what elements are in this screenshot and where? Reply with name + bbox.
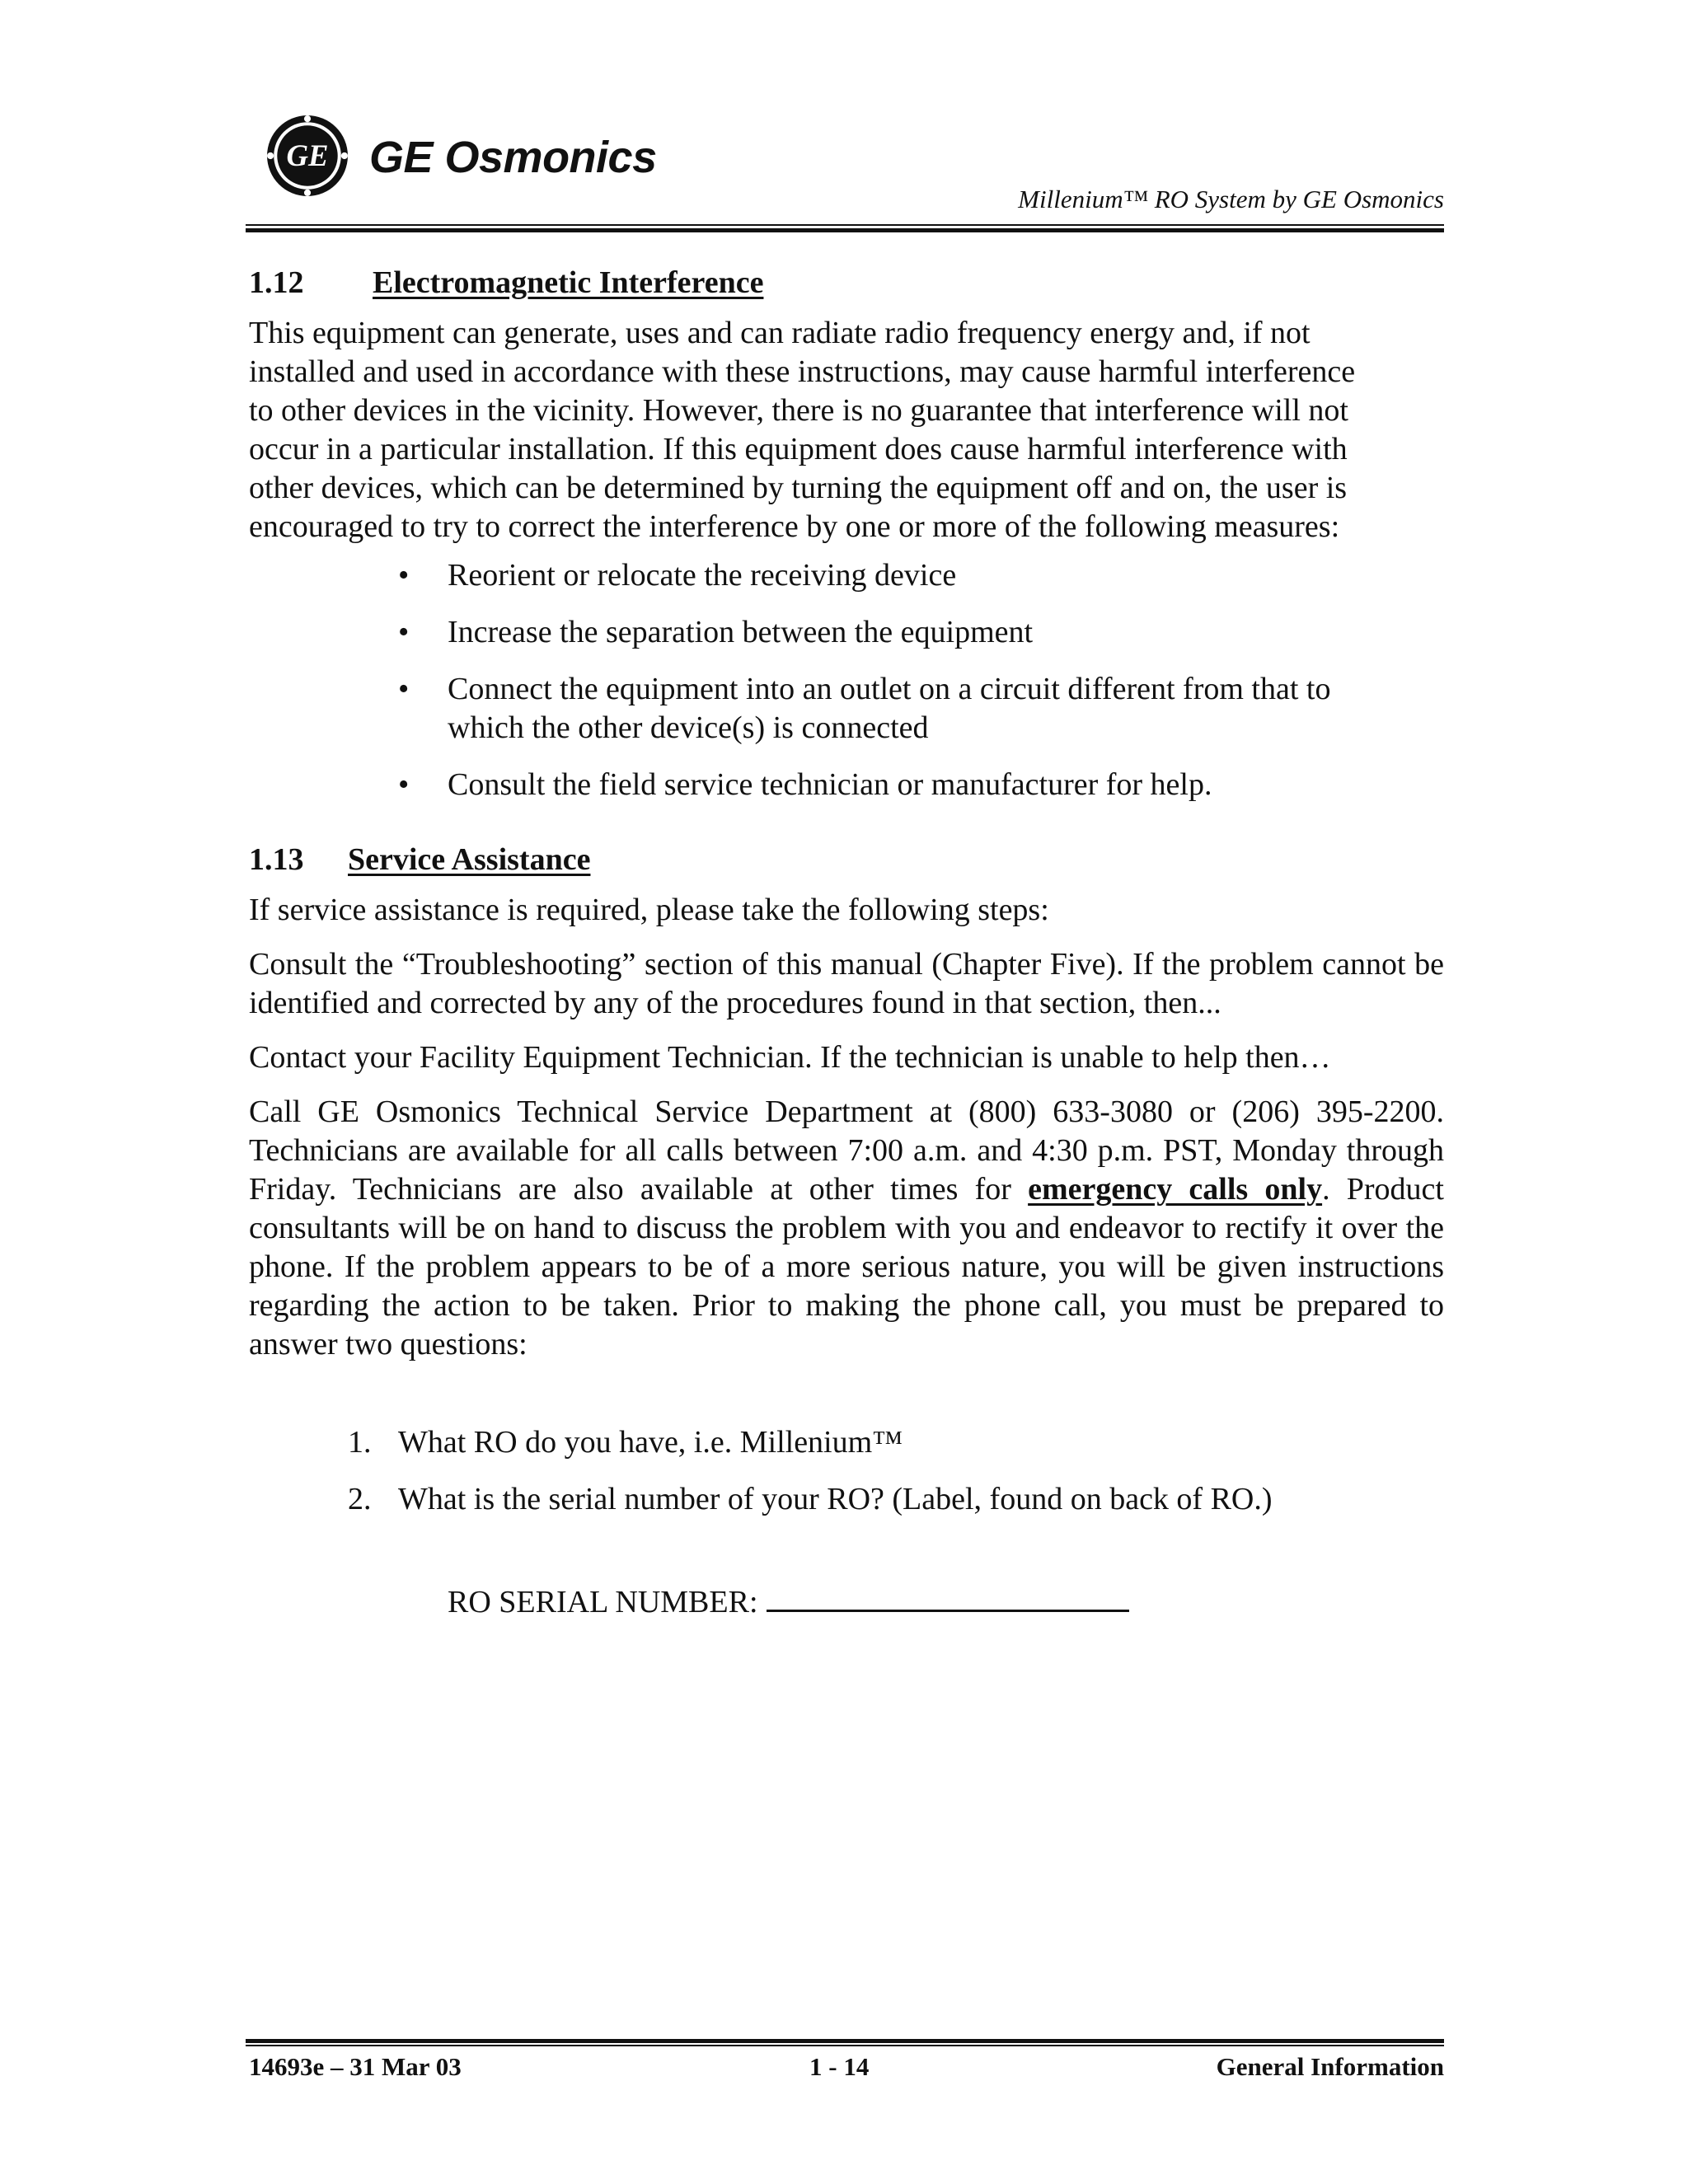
- bullet-icon: •: [398, 672, 410, 706]
- call-text-before: Call GE Osmonics Technical Service Department at (800) 633-3080 or (206) 395-2200. Technicians are available for all calls between 7:00 a.m. and 4:30 p.m. PST, Monday through Friday. Technicians are also available at other times for: [249, 1094, 1444, 1207]
- service-intro: If service assistance is required, please take the following steps:: [249, 893, 1049, 927]
- bullet-icon: •: [398, 615, 410, 649]
- logo-monogram-text: GE: [286, 138, 329, 173]
- header-rule-thin: [246, 224, 1444, 226]
- section-number: 1.13: [249, 842, 304, 877]
- footer-rule-thick: [246, 2039, 1444, 2043]
- ge-monogram-logo: [265, 114, 349, 198]
- bullet-icon: •: [398, 767, 410, 802]
- service-step-consult: Consult the “Troubleshooting” section of this manual (Chapter Five). If the problem cannot be identified and corrected by any of the procedures found in that section, then...: [249, 947, 1444, 1020]
- running-header-title: Millenium™ RO System by GE Osmonics: [1018, 185, 1444, 213]
- serial-number-blank: [767, 1578, 1129, 1612]
- company-logo: [265, 114, 657, 204]
- service-step-contact: Contact your Facility Equipment Technician. If the technician is unable to help then…: [249, 1040, 1331, 1075]
- list-item-text: Connect the equipment into an outlet on a circuit different from that to which the other device(s) is connected: [448, 672, 1331, 745]
- service-questions-list: [249, 1423, 1444, 1519]
- section-title: Electromagnetic Interference: [373, 265, 764, 300]
- paragraph-line: to other devices in the vicinity. However, there is no guarantee that interference will not: [249, 393, 1348, 428]
- section-title: Service Assistance: [348, 842, 591, 877]
- footer-page-number: 1 - 14: [809, 2052, 870, 2081]
- question-number: 2.: [348, 1482, 372, 1516]
- serial-number-label: RO SERIAL NUMBER:: [448, 1585, 758, 1619]
- brand-name: GE Osmonics: [369, 133, 657, 182]
- paragraph-line: occur in a particular installation. If this equipment does cause harmful interference with: [249, 432, 1348, 466]
- question-number: 1.: [348, 1425, 372, 1460]
- paragraph-line: installed and used in accordance with these instructions, may cause harmful interference: [249, 354, 1356, 389]
- emi-paragraph: [249, 314, 1444, 546]
- main-content: [249, 264, 1444, 1622]
- emi-measures-list: [249, 556, 1444, 804]
- list-item: [249, 556, 1444, 595]
- section-heading-1-13: [249, 841, 1444, 879]
- call-text-after: . Product consultants will be on hand to discuss the problem with you and endeavor to rectify it over the phone. If the problem appears to be of a more serious nature, you will be given instructions regarding the action to be taken. Prior to making the phone call, you must be prepared to answer two questions:: [249, 1172, 1444, 1361]
- list-item-text: Increase the separation between the equipment: [448, 615, 1034, 649]
- paragraph-line: encouraged to try to correct the interference by one or more of the following measures:: [249, 509, 1340, 544]
- list-item: [249, 670, 1444, 748]
- list-item: [249, 1423, 1444, 1462]
- list-item-text: Reorient or relocate the receiving device: [448, 558, 957, 593]
- paragraph-line: This equipment can generate, uses and can radiate radio frequency energy and, if not: [249, 316, 1311, 350]
- question-text: What is the serial number of your RO? (Label, found on back of RO.): [398, 1482, 1273, 1516]
- footer-chapter: General Information: [1216, 2052, 1444, 2081]
- serial-number-field: [249, 1578, 1444, 1622]
- footer-doc-id: 14693e – 31 Mar 03: [249, 2052, 462, 2081]
- list-item: [249, 613, 1444, 652]
- section-number: 1.12: [249, 265, 304, 300]
- list-item: [249, 766, 1444, 804]
- paragraph-line: other devices, which can be determined by turning the equipment off and on, the user is: [249, 471, 1348, 505]
- question-text: What RO do you have, i.e. Millenium™: [398, 1425, 903, 1460]
- service-step-call: [249, 1093, 1444, 1364]
- list-item-text: Consult the field service technician or manufacturer for help.: [448, 767, 1212, 802]
- header-rule-thick: [246, 228, 1444, 232]
- section-heading-1-12: [249, 264, 1444, 302]
- bullet-icon: •: [398, 558, 410, 593]
- footer-rule-thin: [246, 2045, 1444, 2046]
- list-item: [249, 1480, 1444, 1519]
- page-footer: [249, 2052, 1444, 2085]
- emergency-emphasis: emergency calls only: [1028, 1172, 1323, 1207]
